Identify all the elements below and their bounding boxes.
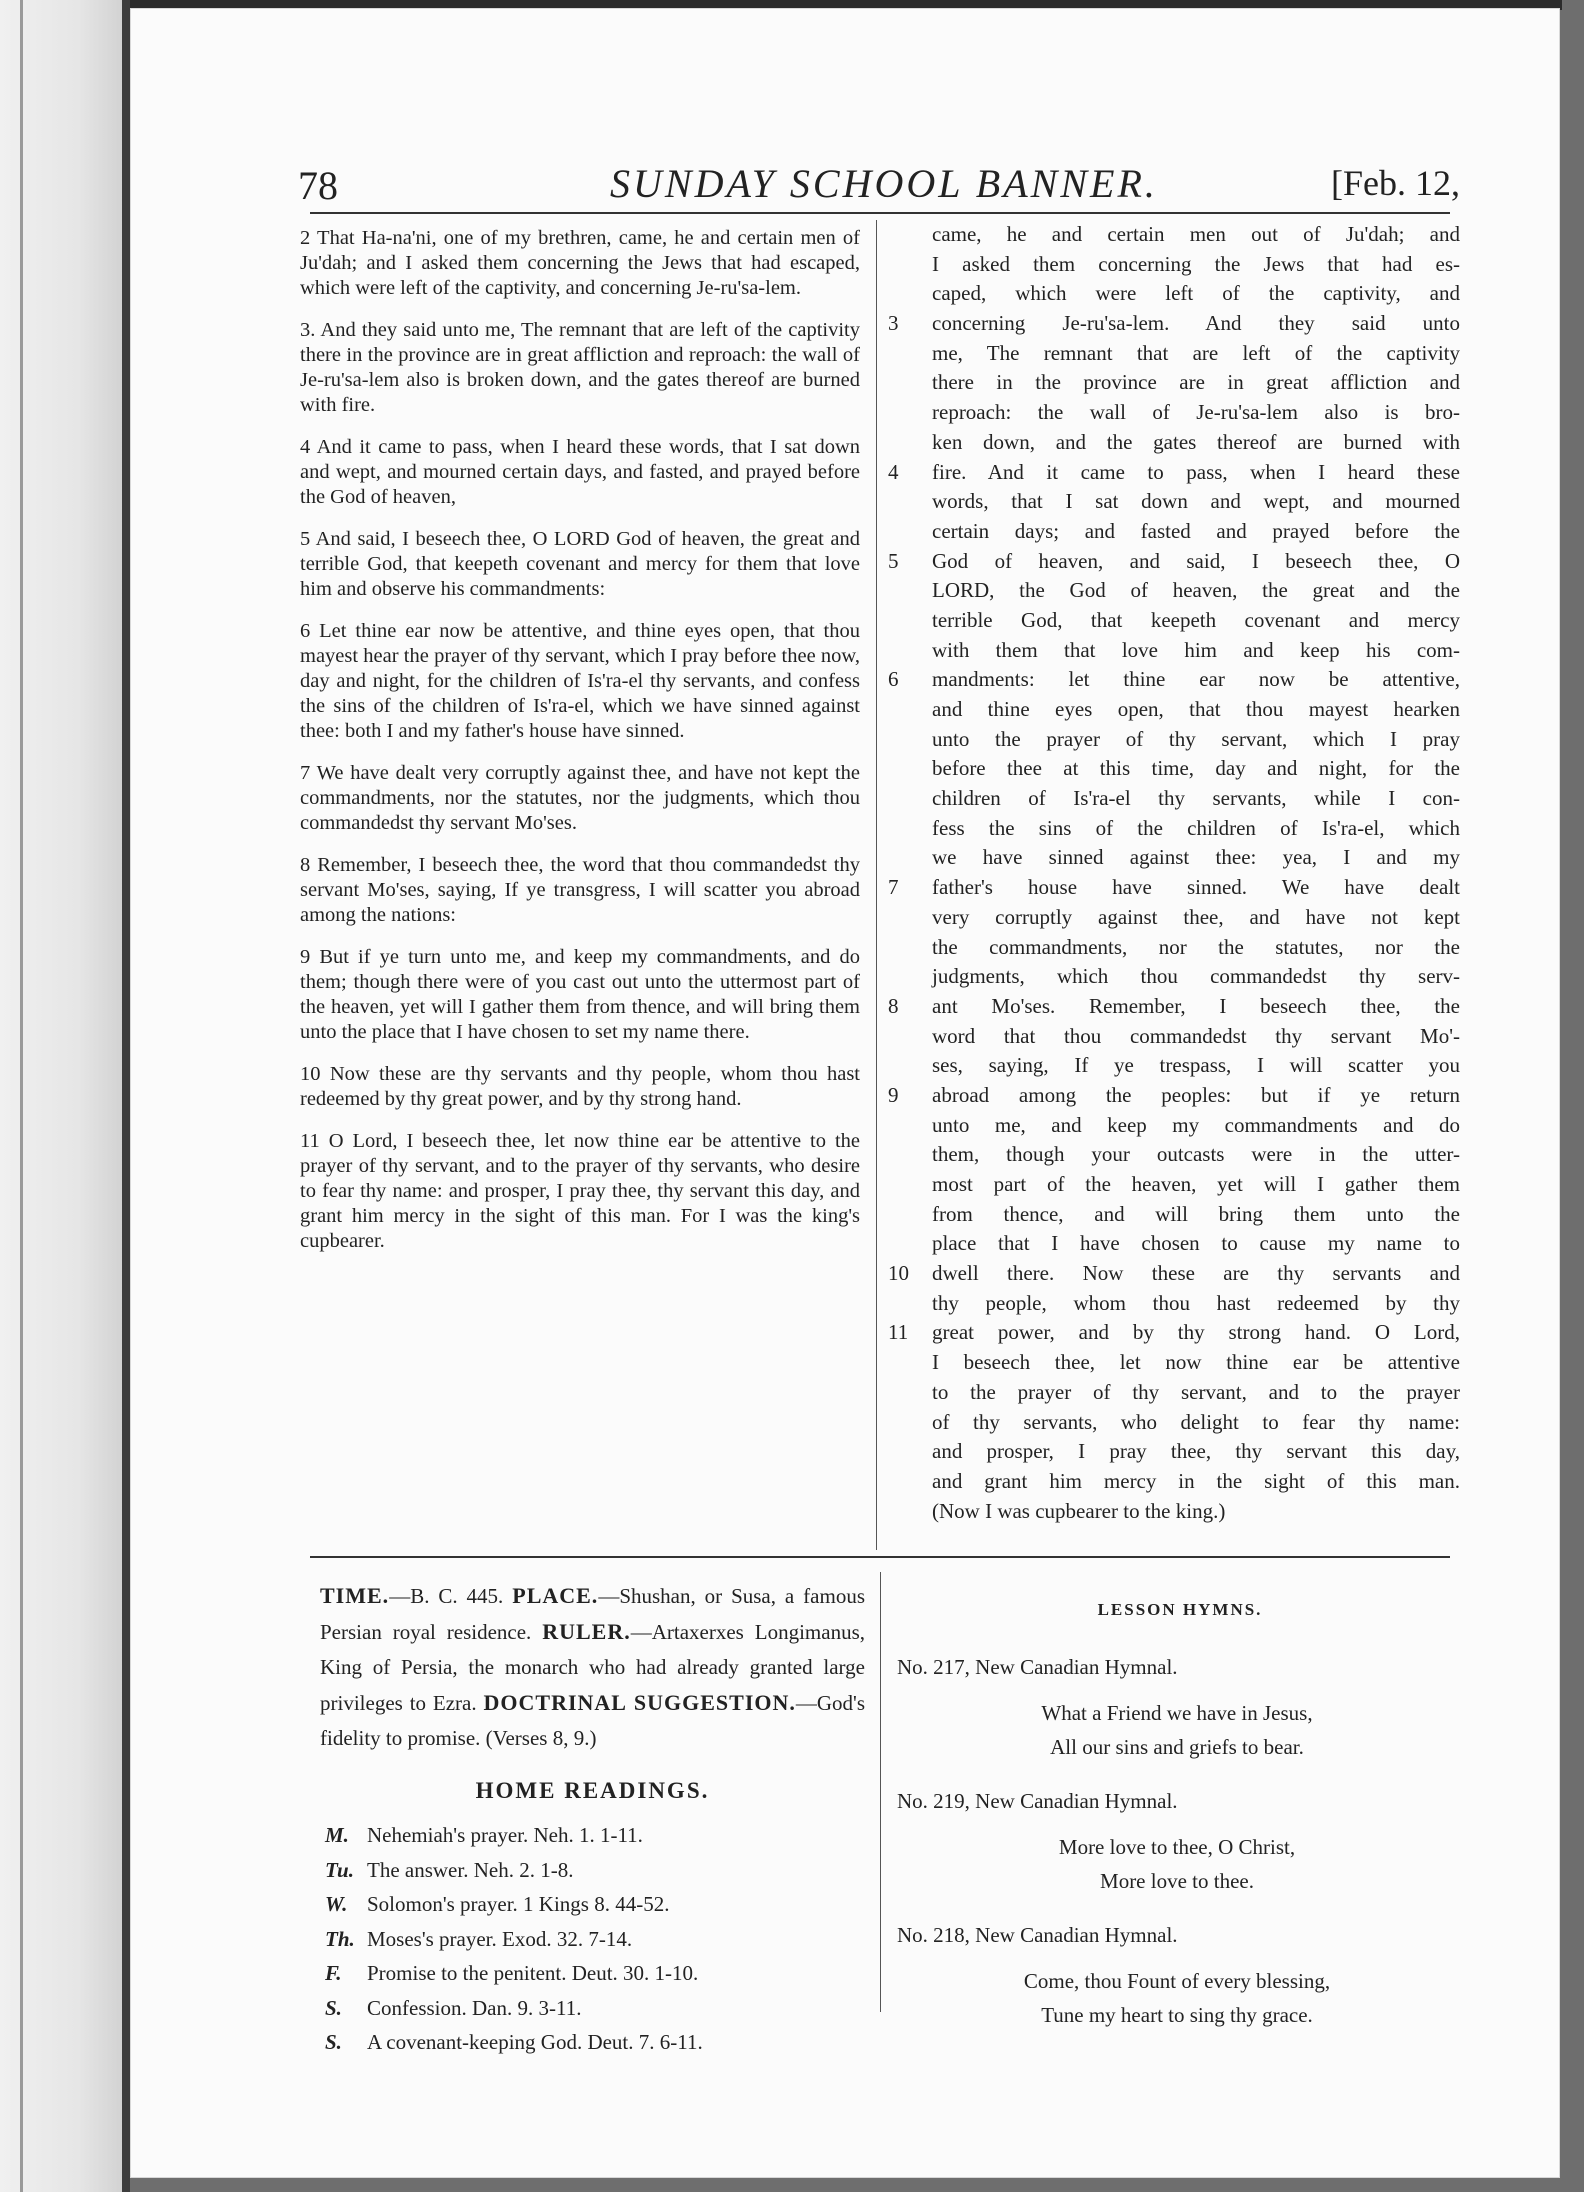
rv-line-text: ken down, and the gates thereof are burned with <box>932 429 1460 454</box>
rv-line <box>888 1378 1460 1408</box>
rv-line-text: there in the province are in great affliction and <box>932 370 1460 395</box>
rv-line <box>888 1111 1460 1141</box>
rv-line <box>888 576 1460 606</box>
rv-line-text: I beseech thee, let now thine ear be attentive <box>932 1350 1460 1375</box>
rv-line-text: them, though your outcasts were in the utter- <box>932 1142 1460 1167</box>
rv-line-text: judgments, which thou commandedst thy serv- <box>932 964 1460 989</box>
bottom-column-divider <box>880 1572 881 2012</box>
rv-line <box>888 250 1460 280</box>
rv-line <box>888 368 1460 398</box>
rv-line <box>888 665 1460 695</box>
rv-line <box>888 1081 1460 1111</box>
doctrinal-label: DOCTRINAL SUGGESTION. <box>483 1690 796 1715</box>
reading-item <box>325 1818 870 1853</box>
rv-line <box>888 1051 1460 1081</box>
section-rule <box>310 1556 1450 1558</box>
rv-line-text: words, that I sat down and wept, and mourned <box>932 489 1460 514</box>
rv-line-text: and thine eyes open, that thou mayest hearken <box>932 697 1460 721</box>
reading-text: The answer. Neh. 2. 1-8. <box>367 1857 574 1882</box>
rv-line-text: caped, which were left of the captivity, and <box>932 281 1460 306</box>
rv-line-text: word that thou commandedst thy servant Mo'- <box>932 1023 1460 1048</box>
rv-line <box>888 1200 1460 1230</box>
rv-line <box>888 487 1460 517</box>
rv-line <box>888 1170 1460 1200</box>
verse-6-av: 6 Let thine ear now be attentive, and thine eyes open, that thou mayest hear the prayer of thy servant, which I pray before thee now, day and night, for the children of Is'ra-el thy servants, and confess the sins of the children of Is'ra-el, which we have sinned against thee: both I and my father's house have sinned. <box>300 620 860 742</box>
hymn-line: More love to thee, O Christ, <box>1058 1835 1296 1859</box>
rv-line-text: most part of the heaven, yet will I gather them <box>932 1172 1460 1196</box>
reading-item <box>325 1887 870 1922</box>
rv-line-text: ses, saying, If ye trespass, I will scatter you <box>932 1053 1460 1078</box>
rv-line <box>888 458 1460 488</box>
rv-line <box>888 1437 1460 1467</box>
rv-line-text: unto me, and keep my commandments and do <box>932 1112 1460 1137</box>
rv-line <box>888 1467 1460 1497</box>
verse-2-av: 2 That Ha-na'ni, one of my brethren, came, he and certain men of Ju'dah; and I asked them concerning the Jews that had escaped, which were left of the captivity, and concerning Je-ru'sa-lem. <box>300 227 860 299</box>
rv-line-text: to the prayer of thy servant, and to the prayer <box>932 1379 1460 1404</box>
lesson-info <box>320 1578 865 1756</box>
verse-5-av: 5 And said, I beseech thee, O LORD God of heaven, the great and terrible God, that keepeth covenant and mercy for them that love him and observe his commandments: <box>300 528 860 600</box>
hymn-number: No. 218, New Canadian Hymnal. <box>897 1923 1178 1947</box>
rv-line <box>888 1348 1460 1378</box>
running-title: SUNDAY SCHOOL BANNER. <box>610 161 1158 206</box>
rv-line <box>888 636 1460 666</box>
rv-line-text: we have sinned against thee: yea, I and my <box>932 845 1460 870</box>
page-header <box>170 150 1460 208</box>
rv-line <box>888 398 1460 428</box>
verse-8-av: 8 Remember, I beseech thee, the word that thou commandedst thy servant Mo'ses, saying, If ye transgress, I will scatter you abroad among the nations: <box>300 854 860 926</box>
rv-line <box>888 339 1460 369</box>
rv-line <box>888 309 1460 339</box>
reading-day: S. <box>325 1995 342 2020</box>
rv-line <box>888 1408 1460 1438</box>
rv-line-text: thy people, whom thou hast redeemed by thy <box>932 1290 1460 1315</box>
rv-line <box>888 814 1460 844</box>
hymn-line: More love to thee. <box>1100 1869 1254 1893</box>
rv-line <box>888 992 1460 1022</box>
rv-line-text: ant Mo'ses. Remember, I beseech thee, the <box>932 993 1460 1018</box>
rv-line-text: and grant him mercy in the sight of this man. <box>932 1468 1460 1493</box>
rv-line-text: me, The remnant that are left of the captivity <box>932 340 1460 365</box>
rv-line <box>888 606 1460 636</box>
verse-number: 10 <box>888 1261 909 1286</box>
reading-text: Solomon's prayer. 1 Kings 8. 44-52. <box>367 1892 670 1916</box>
reading-text: A covenant-keeping God. Deut. 7. 6-11. <box>367 2030 703 2054</box>
rv-line <box>888 517 1460 547</box>
rv-line-text: fire. And it came to pass, when I heard these <box>932 459 1460 484</box>
verse-number: 6 <box>888 667 899 692</box>
rv-line <box>888 547 1460 577</box>
time-label: TIME. <box>320 1583 390 1608</box>
verse-4-av: 4 And it came to pass, when I heard these words, that I sat down and wept, and mourned certain days, and fasted, and prayed before the God of heaven, <box>300 436 860 508</box>
rv-line <box>888 784 1460 814</box>
verse-3-av: 3. And they said unto me, The remnant that are left of the captivity there in the province are in great affliction and reproach: the wall of Je-ru'sa-lem also is broken down, and the gates thereof are burned with fire. <box>300 319 860 416</box>
home-readings-heading: HOME READINGS. <box>475 1778 710 1803</box>
reading-item <box>325 1956 870 1991</box>
reading-day: M. <box>325 1823 349 1847</box>
reading-item <box>325 1853 870 1888</box>
rv-line-text: father's house have sinned. We have dealt <box>932 875 1460 900</box>
rv-line-text: great power, and by thy strong hand. O Lord, <box>932 1320 1460 1345</box>
reading-item <box>325 1922 870 1957</box>
rv-line-text: certain days; and fasted and prayed before the <box>932 518 1460 543</box>
verse-number: 11 <box>888 1320 909 1345</box>
hymn-line: Tune my heart to sing thy grace. <box>1041 2003 1313 2027</box>
hymn-number: No. 219, New Canadian Hymnal. <box>897 1789 1178 1813</box>
rv-line-text: terrible God, that keepeth covenant and mercy <box>932 607 1460 632</box>
reading-day: Tu. <box>325 1857 354 1882</box>
ruler-label: RULER. <box>542 1619 631 1644</box>
lesson-hymns-heading: LESSON HYMNS. <box>1097 1600 1263 1619</box>
rv-line-text: the commandments, nor the statutes, nor the <box>932 934 1460 959</box>
rv-line <box>888 1022 1460 1052</box>
page-number: 78 <box>298 163 338 208</box>
place-text: —Shushan, or Susa, a famous Persian royal residence. <box>320 1584 866 1644</box>
reading-item <box>325 2025 870 2060</box>
doctrinal-text: —God's fidelity to promise. (Verses 8, 9.) <box>320 1691 866 1750</box>
verse-9-av: 9 But if ye turn unto me, and keep my commandments, and do them; though there were of you cast out unto the uttermost part of the heaven, yet will I gather them from thence, and will bring them unto the place that I have chosen to set my name there. <box>300 946 860 1043</box>
reading-text: Confession. Dan. 9. 3-11. <box>367 1995 582 2020</box>
rv-line <box>888 903 1460 933</box>
rv-line-text: mandments: let thine ear now be attentive, <box>932 667 1460 692</box>
reading-day: Th. <box>325 1926 355 1951</box>
hymn-number: No. 217, New Canadian Hymnal. <box>897 1655 1178 1679</box>
rv-line-text: (Now I was cupbearer to the king.) <box>932 1498 1226 1523</box>
time-text: —B. C. 445. <box>389 1584 504 1608</box>
rv-line-text: before thee at this time, day and night, for the <box>932 756 1460 781</box>
rv-line-text: unto the prayer of thy servant, which I pray <box>932 726 1460 751</box>
rv-line-text: LORD, the God of heaven, the great and the <box>932 578 1460 603</box>
rv-line <box>888 962 1460 992</box>
book-binding <box>0 0 130 2192</box>
rv-line-text: and prosper, I pray thee, thy servant this day, <box>932 1439 1460 1464</box>
rv-line <box>888 1318 1460 1348</box>
reading-item <box>325 1991 870 2026</box>
rv-line <box>888 725 1460 755</box>
reading-text: Nehemiah's prayer. Neh. 1. 1-11. <box>367 1823 643 1847</box>
issue-date: [Feb. 12, <box>1331 163 1460 203</box>
rv-line <box>888 1140 1460 1170</box>
rv-line <box>888 843 1460 873</box>
rv-line-text: came, he and certain men out of Ju'dah; and <box>932 222 1460 246</box>
reading-text: Promise to the penitent. Deut. 30. 1-10. <box>367 1961 699 1985</box>
rv-line <box>888 754 1460 784</box>
ruler-text: —Artaxerxes Longimanus, King of Persia, the monarch who had already granted large privileges to Ezra. <box>320 1620 865 1715</box>
authorized-version-column <box>300 226 860 1271</box>
rv-line <box>888 1497 1460 1527</box>
place-label: PLACE. <box>512 1583 599 1608</box>
rv-line-text: reproach: the wall of Je-ru'sa-lem also is bro- <box>932 400 1460 425</box>
rv-line <box>888 1289 1460 1319</box>
rv-line <box>888 933 1460 963</box>
reading-day: F. <box>325 1961 342 1985</box>
rv-line-text: place that I have chosen to cause my name to <box>932 1231 1460 1256</box>
hymn-line: What a Friend we have in Jesus, <box>1041 1701 1313 1725</box>
rv-line <box>888 279 1460 309</box>
rv-line-text: I asked them concerning the Jews that had es- <box>932 251 1460 276</box>
rv-line <box>888 220 1460 250</box>
rv-line <box>888 873 1460 903</box>
rv-line-text: of thy servants, who delight to fear thy name: <box>932 1409 1460 1434</box>
verse-number: 4 <box>888 459 899 484</box>
column-divider <box>876 220 877 1550</box>
hymn-line: All our sins and griefs to bear. <box>1050 1735 1304 1759</box>
rv-line-text: concerning Je-ru'sa-lem. And they said unto <box>932 311 1460 336</box>
rv-line-text: God of heaven, and said, I beseech thee, O <box>932 548 1460 573</box>
header-rule <box>310 212 1450 214</box>
reading-text: Moses's prayer. Exod. 32. 7-14. <box>367 1926 633 1951</box>
reading-day: W. <box>325 1892 348 1916</box>
verse-7-av: 7 We have dealt very corruptly against thee, and have not kept the commandments, nor the statutes, nor the judgments, which thou commandedst thy servant Mo'ses. <box>300 762 860 834</box>
verse-number: 9 <box>888 1082 899 1107</box>
reading-day: S. <box>325 2030 342 2054</box>
rv-line-text: abroad among the peoples: but if ye return <box>932 1082 1460 1107</box>
rv-line-text: fess the sins of the children of Is'ra-el, which <box>932 815 1460 840</box>
scan-right-edge <box>1562 0 1584 2192</box>
hymn-line: Come, thou Fount of every blessing, <box>1023 1969 1331 1993</box>
revised-version-column <box>888 220 1460 1526</box>
rv-line <box>888 1259 1460 1289</box>
verse-11-av: 11 O Lord, I beseech thee, let now thine ear be attentive to the prayer of thy servant, and to the prayer of thy servants, who desire to fear thy name: and prosper, I pray thee, thy servant this day, and grant him mercy in the sight of this man. For I was the king's cupbearer. <box>300 1130 860 1252</box>
lesson-hymns-list <box>897 1650 1457 2032</box>
rv-line <box>888 428 1460 458</box>
home-readings-list <box>325 1818 870 2060</box>
rv-line <box>888 1229 1460 1259</box>
rv-line-text: very corruptly against thee, and have not kept <box>932 904 1460 929</box>
verse-number: 7 <box>888 875 899 900</box>
verse-10-av: 10 Now these are thy servants and thy people, whom thou hast redeemed by thy great power, and by thy strong hand. <box>300 1063 860 1110</box>
rv-line-text: dwell there. Now these are thy servants and <box>932 1261 1460 1286</box>
rv-line-text: children of Is'ra-el thy servants, while I con- <box>932 786 1460 811</box>
verse-number: 8 <box>888 993 899 1018</box>
rv-line-text: from thence, and will bring them unto the <box>932 1201 1460 1226</box>
verse-number: 5 <box>888 548 899 573</box>
rv-line-text: with them that love him and keep his com- <box>932 637 1460 662</box>
verse-number: 3 <box>888 311 899 336</box>
rv-line <box>888 695 1460 725</box>
